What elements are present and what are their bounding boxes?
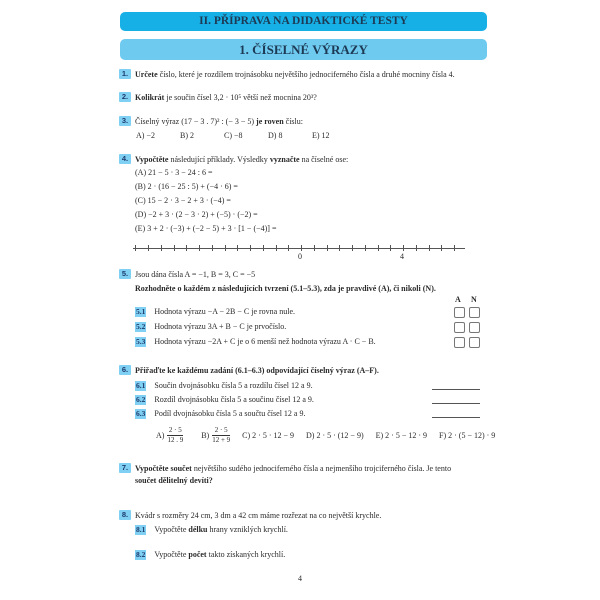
number-line-tick [174, 245, 175, 251]
question-text: Kvádr s rozměry 24 cm, 3 dm a 42 cm máme rozřezat na co největší krychle. [135, 511, 382, 520]
option-b[interactable]: B) 2 [180, 131, 194, 140]
q5-item-1 [135, 306, 295, 317]
answer-line-6-1[interactable] [432, 389, 480, 390]
number-line-tick [314, 245, 315, 251]
question-6 [119, 365, 491, 376]
option-b-label: B) [201, 431, 210, 440]
number-line-tick [378, 245, 379, 251]
number-line-tick [250, 245, 251, 251]
answer-line-6-3[interactable] [432, 417, 480, 418]
number-line-tick [441, 245, 442, 251]
checkbox-5-3-n[interactable] [469, 337, 480, 348]
number-line-tick [339, 245, 340, 251]
q4-item-b: (B) 2 · (16 − 25 : 5) + (−4 · 6) = [135, 182, 238, 191]
option-a-fraction [167, 426, 183, 445]
question-text: Číselný výraz (17 − 3 . 7)² : (− 3 − 5) [135, 117, 257, 126]
column-header-n: N [471, 295, 477, 304]
question-7 [119, 463, 491, 474]
page-number: 4 [298, 574, 302, 583]
question-number: 3. [119, 116, 131, 126]
q6-item-1 [135, 380, 313, 391]
number-line-tick [403, 245, 404, 251]
numerator: 2 · 5 [212, 426, 230, 436]
question-number: 5. [119, 269, 131, 279]
number-line-tick [390, 245, 391, 251]
option-f: F) 2 · (5 − 12) · 9 [439, 431, 496, 440]
question-5 [119, 269, 491, 280]
question-7-continuation: součet dělitelný devíti? [135, 476, 213, 485]
subquestion-text: Vypočtěte [154, 525, 189, 534]
subquestion-keyword: počet [188, 550, 207, 559]
checkbox-5-1-n[interactable] [469, 307, 480, 318]
option-c: C) 2 · 5 · 12 − 9 [242, 431, 294, 440]
checkbox-5-2-n[interactable] [469, 322, 480, 333]
q4-item-c: (C) 15 − 2 · 3 − 2 + 3 · (−4) = [135, 196, 231, 205]
subquestion-number: 8.1 [136, 525, 146, 534]
question-8 [119, 510, 491, 521]
question-text: Přiřaďte ke každému zadání (6.1–6.3) odpovídající číselný výraz (A–F). [135, 366, 379, 375]
number-line-tick [365, 245, 366, 251]
number-line-tick [454, 245, 455, 251]
q4-item-d: (D) −2 + 3 · (2 − 3 · 2) + (−5) · (−2) = [135, 210, 258, 219]
number-line-tick [148, 245, 149, 251]
q5-item-2 [135, 321, 286, 332]
number-line-tick [186, 245, 187, 251]
option-d: D) 2 · 5 · (12 − 9) [306, 431, 364, 440]
q4-item-e: (E) 3 + 2 · (−3) + (−2 − 5) + 3 · [1 − (−4)] = [135, 224, 277, 233]
numerator: 2 · 5 [168, 426, 182, 434]
checkbox-5-3-a[interactable] [454, 337, 465, 348]
question-number: 1. [119, 69, 131, 79]
number-line-tick [225, 245, 226, 251]
subquestion-number: 6.1 [136, 381, 146, 390]
question-keyword: Vypočtěte [135, 155, 169, 164]
number-line-tick [199, 245, 200, 251]
question-keyword: Vypočtěte součet [135, 464, 192, 473]
subquestion-number: 8.2 [136, 550, 146, 559]
number-line-label-0: 0 [298, 252, 302, 261]
question-2 [119, 92, 491, 103]
question-text: na číselné ose: [299, 155, 349, 164]
number-line-tick [135, 245, 136, 251]
question-keyword: vyznačte [269, 155, 300, 164]
subquestion-keyword: délku [188, 525, 208, 534]
question-number: 4. [119, 154, 131, 164]
q8-item-1 [135, 524, 288, 535]
question-number: 7. [119, 463, 131, 473]
question-1 [119, 69, 491, 80]
question-text: Jsou dána čísla A = −1, B = 3, C = −5 [135, 270, 256, 279]
subquestion-text: Rozdíl dvojnásobku čísla 5 a součinu čísel 12 a 9. [154, 395, 314, 404]
checkbox-5-1-a[interactable] [454, 307, 465, 318]
option-a[interactable]: A) −2 [136, 131, 155, 140]
number-line-tick [212, 245, 213, 251]
subquestion-text: Hodnota výrazu −A − 2B − C je rovna nule. [154, 307, 295, 316]
question-number: 6. [119, 365, 131, 375]
question-text: číslu: [283, 117, 303, 126]
question-keyword: Určete [135, 70, 158, 79]
answer-line-6-2[interactable] [432, 403, 480, 404]
question-text: následující příklady. Výsledky [168, 155, 270, 164]
question-4 [119, 154, 491, 165]
q8-item-2 [135, 549, 285, 560]
option-a-label: A) [156, 431, 165, 440]
denominator: 12 . 9 [167, 436, 184, 444]
subquestion-number: 5.3 [136, 337, 146, 346]
subquestion-number: 6.2 [136, 395, 146, 404]
number-line-tick [161, 245, 162, 251]
number-line-tick [429, 245, 430, 251]
question-number: 8. [119, 510, 131, 520]
subquestion-text: Hodnota výrazu −2A + C je o 6 menší než hodnota výrazu A · C − B. [154, 337, 376, 346]
q6-item-3 [135, 408, 305, 419]
option-b-fraction [212, 426, 230, 445]
question-keyword: Kolikrát [135, 93, 165, 102]
q6-options [156, 426, 495, 445]
question-text: největšího sudého jednociferného čísla a nejmenšího trojciferného čísla. Je tento [191, 464, 452, 473]
number-line-tick [237, 245, 238, 251]
number-line-tick [416, 245, 417, 251]
denominator: 12 + 9 [212, 436, 231, 444]
q4-item-a: (A) 21 − 5 · 3 − 24 : 6 = [135, 168, 213, 177]
subquestion-text: Vypočtěte [154, 550, 189, 559]
section-title-band: II. PŘÍPRAVA NA DIDAKTICKÉ TESTY [120, 12, 487, 31]
subquestion-number: 5.2 [136, 322, 146, 331]
q3-options [136, 130, 356, 141]
chapter-title-band: 1. ČÍSELNÉ VÝRAZY [120, 39, 487, 60]
number-line-tick [352, 245, 353, 251]
subquestion-text: Součin dvojnásobku čísla 5 a rozdílu čísel 12 a 9. [154, 381, 313, 390]
subquestion-number: 6.3 [136, 409, 146, 418]
subquestion-text: Podíl dvojnásobku čísla 5 a součtu čísel 12 a 9. [154, 409, 306, 418]
question-text: je součin čísel 3,2 · 10⁵ větší než mocnina 20³? [164, 93, 317, 102]
question-keyword: je roven [256, 117, 284, 126]
question-3 [119, 116, 491, 127]
subquestion-number: 5.1 [136, 307, 146, 316]
number-line-tick [301, 245, 302, 251]
column-header-a: A [455, 295, 461, 304]
option-e: E) 2 · 5 − 12 · 9 [375, 431, 427, 440]
number-line-label-4: 4 [400, 252, 404, 261]
subquestion-text: hrany vzniklých krychlí. [207, 525, 288, 534]
q5-item-3 [135, 336, 376, 347]
question-text: číslo, které je rozdílem trojnásobku největšího jednociferného čísla a druhé mocniny čísla 4. [157, 70, 455, 79]
option-d[interactable]: D) 8 [268, 131, 283, 140]
number-line-tick [276, 245, 277, 251]
option-e[interactable]: E) 12 [312, 131, 330, 140]
number-line-tick [288, 245, 289, 251]
q5-instruction: Rozhodněte o každém z následujících tvrzení (5.1–5.3), zda je pravdivé (A), či nikoli (N). [135, 284, 436, 293]
number-line-tick [327, 245, 328, 251]
subquestion-text: Hodnota výrazu 3A + B − C je prvočíslo. [154, 322, 287, 331]
number-line-tick [263, 245, 264, 251]
subquestion-text: takto získaných krychlí. [206, 550, 286, 559]
q6-item-2 [135, 394, 314, 405]
question-number: 2. [119, 92, 131, 102]
checkbox-5-2-a[interactable] [454, 322, 465, 333]
option-c[interactable]: C) −8 [224, 131, 243, 140]
